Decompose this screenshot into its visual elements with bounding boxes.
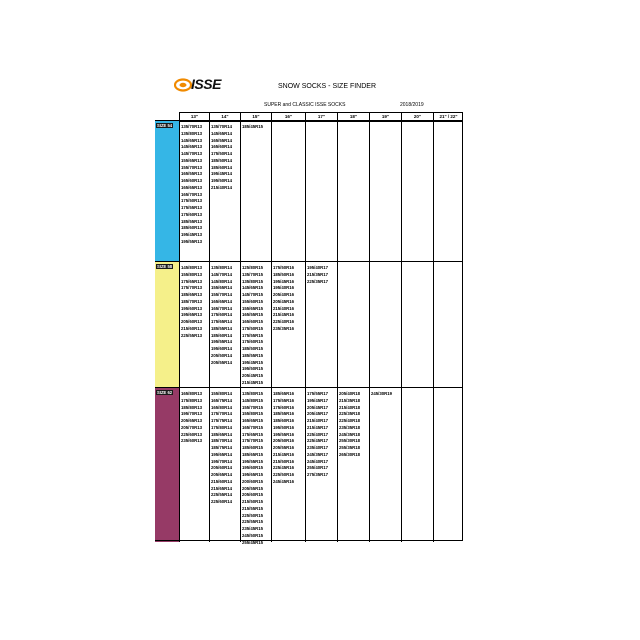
tire-size-cell bbox=[242, 265, 263, 387]
tire-size: 165/65R15 bbox=[242, 418, 264, 423]
tire-size: 175/65R13 bbox=[181, 278, 203, 284]
tire-size: 175/65R14 bbox=[211, 319, 233, 324]
rim-size-header: 13" bbox=[179, 113, 209, 121]
column-divider bbox=[240, 262, 241, 388]
tire-size: 195/60R13 bbox=[181, 305, 203, 311]
column-divider bbox=[401, 121, 402, 262]
tire-size-cell bbox=[181, 265, 202, 339]
tire-size: 225/55R13 bbox=[181, 332, 203, 338]
tire-size: 185/65R13 bbox=[181, 292, 203, 297]
tire-size: 175/55R16 bbox=[273, 397, 295, 403]
tire-size-cell bbox=[273, 391, 294, 486]
tire-size-cell bbox=[181, 124, 202, 246]
tire-size: 195/65R15 bbox=[242, 472, 264, 477]
tire-size: 205/65R14 bbox=[211, 472, 233, 477]
tire-size: 195/50R14 bbox=[211, 178, 233, 183]
page-title: SNOW SOCKS - SIZE FINDER bbox=[278, 83, 377, 90]
tire-size: 175/55R17 bbox=[307, 391, 329, 396]
tire-size: 175/60R15 bbox=[242, 339, 264, 345]
tire-size: 205/55R16 bbox=[273, 445, 295, 450]
tire-size: 165/80R13 bbox=[181, 391, 203, 396]
tire-size: 225/60R13 bbox=[181, 431, 203, 437]
tire-size: 155/70R13 bbox=[181, 164, 203, 170]
tire-size: 205/45R17 bbox=[307, 404, 329, 410]
tire-size: 175/60R14 bbox=[211, 312, 233, 318]
column-divider bbox=[369, 388, 370, 542]
brand-name: ISSE bbox=[191, 76, 221, 92]
tire-size: 215/40R14 bbox=[211, 184, 233, 190]
tire-size: 205/60R15 bbox=[242, 492, 264, 498]
tire-size: 195/45R15 bbox=[242, 359, 264, 365]
tire-size: 185/55R14 bbox=[211, 325, 233, 331]
tire-size: 195/70R13 bbox=[181, 411, 203, 417]
column-divider bbox=[337, 388, 338, 542]
rim-size-header: 19" bbox=[369, 113, 401, 121]
tire-size: 135/70R14 bbox=[211, 124, 233, 129]
tire-size: 185/55R13 bbox=[181, 218, 203, 224]
tire-size: 175/60R13 bbox=[181, 211, 203, 217]
rim-size-header: 15" bbox=[240, 113, 271, 121]
tire-size: 145/70R13 bbox=[181, 151, 203, 156]
tire-size: 245/30R19 bbox=[371, 391, 393, 396]
tire-size: 215/60R14 bbox=[211, 478, 233, 484]
tire-size: 255/30R18 bbox=[339, 438, 361, 444]
column-divider bbox=[240, 388, 241, 542]
tire-size: 175/80R14 bbox=[211, 424, 233, 430]
tire-size: 175/55R13 bbox=[181, 205, 203, 210]
tire-size: 255/40R17 bbox=[307, 465, 329, 471]
tire-size: 205/45R15 bbox=[242, 373, 264, 378]
tire-size: 145/80R13 bbox=[181, 265, 203, 270]
column-divider bbox=[433, 121, 434, 262]
tire-size: 185/70R14 bbox=[211, 438, 233, 444]
tire-size: 225/55R15 bbox=[242, 519, 264, 525]
tire-size: 165/75R14 bbox=[211, 397, 233, 403]
tire-size: 225/40R18 bbox=[339, 418, 361, 423]
tire-size: 145/65R15 bbox=[242, 285, 264, 291]
tire-size: 205/40R18 bbox=[339, 391, 361, 396]
size-section bbox=[155, 387, 463, 545]
tire-size: 165/60R14 bbox=[211, 144, 233, 150]
tire-size: 185/55R15 bbox=[242, 352, 264, 358]
tire-size: 195/50R16 bbox=[273, 424, 295, 430]
size-label: SIZE 54 bbox=[157, 123, 173, 128]
tire-size: 145/65R13 bbox=[181, 144, 203, 150]
tire-size: 235/35R18 bbox=[339, 424, 361, 430]
tire-size: 175/50R13 bbox=[181, 198, 203, 204]
tire-size: 185/65R16 bbox=[273, 391, 295, 396]
tire-size: 125/80R15 bbox=[242, 265, 264, 270]
tire-size: 155/60R15 bbox=[242, 298, 264, 304]
tire-size: 275/35R17 bbox=[307, 472, 329, 477]
tire-size: 175/50R14 bbox=[211, 151, 233, 156]
tire-size: 205/55R14 bbox=[211, 359, 233, 365]
tire-size-cell bbox=[307, 391, 328, 479]
tire-size-cell bbox=[371, 391, 392, 398]
size-color-band bbox=[155, 121, 179, 262]
tire-size: 135/80R15 bbox=[242, 278, 264, 284]
tire-size: 155/65R13 bbox=[181, 157, 203, 163]
tire-size: 155/65R14 bbox=[211, 285, 233, 291]
size-section bbox=[155, 120, 463, 262]
tire-size: 245/35R17 bbox=[307, 451, 329, 457]
tire-size: 185/45R15 bbox=[242, 124, 264, 129]
tire-size: 195/45R17 bbox=[307, 397, 329, 403]
rim-size-header: 17" bbox=[305, 113, 337, 121]
tire-size: 195/55R16 bbox=[273, 431, 295, 437]
size-label: SIZE 62 bbox=[157, 390, 173, 395]
column-divider bbox=[179, 388, 180, 542]
tire-size: 145/65R13 bbox=[181, 137, 203, 143]
tire-size: 255/45R15 bbox=[242, 539, 264, 545]
tire-size: 185/50R14 bbox=[211, 157, 233, 163]
tire-size: 165/70R13 bbox=[181, 191, 203, 197]
tire-size: 165/80R14 bbox=[211, 404, 233, 410]
tire-size: 165/55R15 bbox=[242, 312, 264, 318]
season-year: 2018/2019 bbox=[400, 102, 424, 108]
tire-size-cell bbox=[211, 124, 232, 192]
size-finder-table bbox=[155, 120, 463, 545]
column-divider bbox=[179, 262, 180, 388]
tire-size: 225/45R16 bbox=[273, 465, 295, 471]
column-divider bbox=[433, 262, 434, 388]
tire-size: 225/50R16 bbox=[273, 472, 295, 477]
tire-size: 245/40R17 bbox=[307, 458, 329, 464]
column-divider bbox=[337, 121, 338, 262]
column-divider bbox=[401, 388, 402, 542]
tire-size: 135/70R13 bbox=[181, 124, 203, 129]
tire-size: 205/45R16 bbox=[273, 298, 295, 304]
tire-size: 135/80R13 bbox=[181, 130, 203, 136]
size-label: SIZE 58 bbox=[157, 264, 173, 269]
column-divider bbox=[240, 121, 241, 262]
tire-size: 245/35R18 bbox=[339, 431, 361, 437]
tire-size-cell bbox=[273, 265, 294, 333]
tire-size: 175/70R13 bbox=[181, 285, 203, 291]
tire-size: 175/55R15 bbox=[242, 332, 264, 338]
tire-size: 215/40R18 bbox=[339, 404, 361, 410]
tire-size: 185/60R14 bbox=[211, 332, 233, 338]
tire-size: 195/45R16 bbox=[273, 278, 295, 284]
tire-size: 265/30R18 bbox=[339, 451, 361, 457]
column-divider bbox=[209, 121, 210, 262]
logo-swirl-icon bbox=[174, 78, 192, 92]
tire-size: 185/50R15 bbox=[242, 346, 264, 351]
rim-size-header: 14" bbox=[209, 113, 240, 121]
tire-size: 200/60R15 bbox=[242, 478, 264, 484]
column-divider bbox=[271, 121, 272, 262]
tire-size: 205/55R15 bbox=[242, 485, 264, 491]
tire-size: 185/60R16 bbox=[273, 418, 295, 423]
column-divider bbox=[369, 262, 370, 388]
column-divider bbox=[305, 121, 306, 262]
tire-size: 145/65R14 bbox=[211, 130, 233, 136]
tire-size: 145/70R15 bbox=[242, 292, 264, 297]
tire-size: 215/45R16 bbox=[273, 312, 295, 318]
column-divider bbox=[433, 388, 434, 542]
tire-size: 235/40R17 bbox=[307, 445, 329, 450]
tire-size: 195/55R14 bbox=[211, 339, 233, 345]
tire-size: 165/70R15 bbox=[242, 424, 264, 430]
tire-size: 215/50R16 bbox=[273, 458, 295, 464]
tire-size-cell bbox=[242, 391, 263, 546]
tire-size: 205/60R14 bbox=[211, 465, 233, 471]
tire-size: 155/80R13 bbox=[181, 271, 203, 277]
tire-size: 185/80R13 bbox=[181, 404, 203, 410]
tire-size: 165/65R14 bbox=[211, 298, 233, 304]
tire-size: 135/80R15 bbox=[242, 391, 264, 396]
tire-size: 225/55R14 bbox=[211, 492, 233, 498]
column-divider bbox=[209, 262, 210, 388]
tire-size: 235/35R16 bbox=[273, 325, 295, 331]
size-color-band bbox=[155, 262, 179, 388]
tire-size-cell bbox=[242, 124, 263, 131]
tire-size-cell bbox=[339, 391, 360, 459]
tire-size: 215/35R17 bbox=[307, 271, 329, 277]
tire-size: 255/35R18 bbox=[339, 445, 361, 450]
tire-size: 225/40R16 bbox=[273, 319, 295, 324]
tire-size: 195/45R13 bbox=[181, 232, 203, 237]
rim-size-header: 16" bbox=[271, 113, 305, 121]
tire-size: 215/35R18 bbox=[339, 397, 361, 403]
tire-size: 155/65R15 bbox=[242, 305, 264, 311]
tire-size: 175/50R16 bbox=[273, 265, 295, 270]
tire-size: 185/60R13 bbox=[181, 225, 203, 231]
tire-size: 195/40R17 bbox=[307, 265, 329, 270]
tire-size: 205/40R16 bbox=[273, 292, 295, 297]
tire-size: 175/65R15 bbox=[242, 431, 264, 437]
tire-size: 185/65R14 bbox=[211, 431, 233, 437]
size-color-band bbox=[155, 388, 179, 542]
tire-size: 215/45R17 bbox=[307, 424, 329, 430]
tire-size: 215/45R15 bbox=[242, 379, 264, 385]
tire-size: 145/70R14 bbox=[211, 271, 233, 277]
tire-size: 215/60R13 bbox=[181, 325, 203, 331]
tire-size: 205/50R16 bbox=[273, 438, 295, 444]
column-divider bbox=[209, 388, 210, 542]
size-section bbox=[155, 261, 463, 388]
tire-size: 145/80R15 bbox=[242, 397, 264, 403]
tire-size: 165/60R13 bbox=[181, 178, 203, 183]
tire-size: 225/35R18 bbox=[339, 411, 361, 417]
tire-size: 195/55R13 bbox=[181, 238, 203, 244]
tire-size: 185/60R14 bbox=[211, 164, 233, 170]
tire-size: 195/45R14 bbox=[211, 171, 233, 177]
tire-size: 225/50R15 bbox=[242, 512, 264, 518]
tire-size: 165/55R14 bbox=[211, 137, 233, 143]
tire-size: 165/65R13 bbox=[181, 184, 203, 190]
rim-size-header: 18" bbox=[337, 113, 369, 121]
tire-size: 185/70R13 bbox=[181, 298, 203, 304]
tire-size: 195/60R14 bbox=[211, 346, 233, 351]
column-divider bbox=[305, 388, 306, 542]
column-divider bbox=[179, 121, 180, 262]
tire-size: 135/80R14 bbox=[211, 265, 233, 270]
tire-size: 175/70R14 bbox=[211, 411, 233, 417]
tire-size: 195/65R14 bbox=[211, 451, 233, 457]
tire-size: 155/70R14 bbox=[211, 292, 233, 297]
tire-size: 215/45R16 bbox=[273, 451, 295, 457]
tire-size: 225/40R17 bbox=[307, 431, 329, 437]
column-divider bbox=[401, 262, 402, 388]
tire-size: 235/60R13 bbox=[181, 438, 203, 444]
tire-size: 175/80R13 bbox=[181, 397, 203, 403]
tire-size: 205/65R13 bbox=[181, 418, 203, 423]
tire-size: 195/65R13 bbox=[181, 312, 203, 318]
tire-size: 155/70R15 bbox=[242, 404, 264, 410]
tire-size: 175/70R15 bbox=[242, 438, 264, 444]
tire-size: 185/65R15 bbox=[242, 451, 264, 457]
tire-size: 215/40R17 bbox=[307, 418, 329, 423]
tire-size: 165/60R15 bbox=[242, 319, 264, 324]
tire-size: 165/70R14 bbox=[211, 305, 233, 311]
tire-size: 185/60R15 bbox=[242, 445, 264, 450]
column-divider bbox=[337, 262, 338, 388]
tire-size: 155/80R14 bbox=[211, 391, 233, 396]
tire-size: 145/80R14 bbox=[211, 278, 233, 284]
column-divider bbox=[305, 262, 306, 388]
tire-size: 195/60R15 bbox=[242, 465, 264, 471]
tire-size: 185/50R16 bbox=[273, 271, 295, 277]
tire-size: 215/65R14 bbox=[211, 485, 233, 491]
tire-size: 155/80R15 bbox=[242, 411, 264, 417]
column-divider bbox=[271, 388, 272, 542]
tire-size: 185/75R14 bbox=[211, 445, 233, 450]
tire-size: 225/45R17 bbox=[307, 438, 329, 444]
tire-size: 215/40R16 bbox=[273, 305, 295, 311]
tire-size-cell bbox=[181, 391, 202, 445]
tire-size: 175/60R16 bbox=[273, 404, 295, 410]
tire-size: 205/60R13 bbox=[181, 319, 203, 324]
table-subtitle: SUPER and CLASSIC ISSE SOCKS bbox=[264, 102, 346, 108]
tire-size: 205/45R17 bbox=[307, 411, 329, 417]
tire-size: 165/55R13 bbox=[181, 171, 203, 177]
tire-size: 205/70R13 bbox=[181, 424, 203, 430]
tire-size: 215/55R15 bbox=[242, 505, 264, 511]
column-divider bbox=[271, 262, 272, 388]
column-divider bbox=[369, 121, 370, 262]
tire-size: 195/70R14 bbox=[211, 458, 233, 464]
tire-size: 225/60R14 bbox=[211, 499, 233, 504]
rim-size-header: 21" / 22" bbox=[433, 113, 463, 121]
tire-size: 185/55R16 bbox=[273, 411, 295, 417]
tire-size-cell bbox=[211, 265, 232, 366]
tire-size: 205/50R14 bbox=[211, 352, 233, 358]
tire-size: 235/45R15 bbox=[242, 526, 264, 531]
tire-size: 195/40R16 bbox=[273, 285, 295, 291]
rim-size-header: 20" bbox=[401, 113, 433, 121]
tire-size: 195/50R15 bbox=[242, 366, 264, 372]
tire-size: 135/70R15 bbox=[242, 271, 264, 277]
tire-size: 175/50R15 bbox=[242, 325, 264, 331]
tire-size: 215/50R15 bbox=[242, 499, 264, 504]
issE-logo bbox=[174, 76, 236, 94]
tire-size: 225/35R17 bbox=[307, 278, 329, 284]
tire-size: 175/75R14 bbox=[211, 418, 233, 423]
tire-size: 245/45R16 bbox=[273, 478, 295, 484]
tire-size-cell bbox=[211, 391, 232, 506]
tire-size-cell bbox=[307, 265, 328, 285]
tire-size: 245/50R15 bbox=[242, 532, 264, 538]
tire-size: 195/55R15 bbox=[242, 458, 264, 464]
